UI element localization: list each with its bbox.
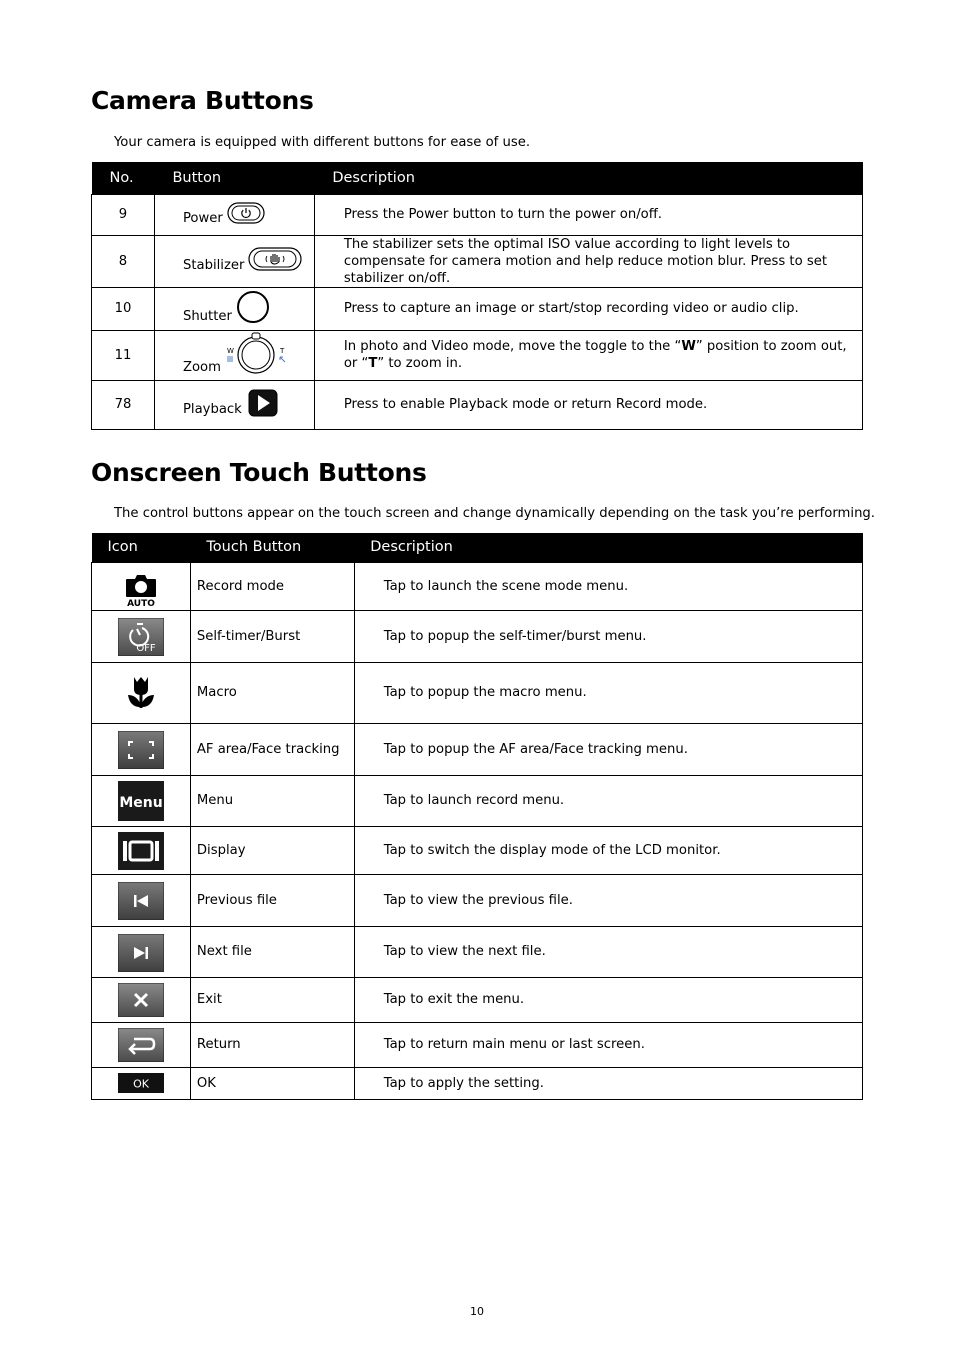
button-description: Press to capture an image or start/stop recording video or audio clip. — [314, 287, 862, 330]
table-header-row — [92, 162, 863, 194]
button-cell — [154, 235, 314, 287]
button-name: Shutter — [182, 308, 232, 324]
button-description: The stabilizer sets the optimal ISO value according to light levels to compensate for camera motion and help reduce motion blur. Press to set stabilizer on/off. — [314, 235, 862, 287]
touch-buttons-title: Onscreen Touch Buttons — [91, 458, 427, 487]
camera-buttons-table — [91, 162, 863, 430]
table-row — [92, 610, 863, 662]
touch-button-description: Tap to apply the setting. — [354, 1067, 862, 1099]
power-button-icon — [227, 202, 265, 228]
svg-text:OK: OK — [133, 1077, 149, 1091]
touch-button-description: Tap to launch record menu. — [354, 775, 862, 826]
svg-text:OFF: OFF — [136, 643, 156, 654]
exit-icon — [118, 983, 164, 1017]
table-row — [92, 874, 863, 926]
touch-button-name: Exit — [190, 977, 354, 1022]
button-cell — [154, 287, 314, 330]
shutter-button-icon — [236, 290, 270, 328]
touch-button-description: Tap to return main menu or last screen. — [354, 1022, 862, 1067]
table-row — [92, 1022, 863, 1067]
page-number: 10 — [470, 1305, 484, 1318]
row-number: 8 — [92, 235, 155, 287]
table-row — [92, 287, 863, 330]
svg-text:T: T — [279, 347, 285, 355]
touch-button-description: Tap to launch the scene mode menu. — [354, 562, 862, 610]
table-header-row — [92, 533, 863, 562]
touch-buttons-intro: The control buttons appear on the touch screen and change dynamically depending on the task you’re performing. — [114, 506, 875, 521]
svg-text:W: W — [226, 347, 234, 355]
button-description: Press to enable Playback mode or return Record mode. — [314, 380, 862, 429]
table-row — [92, 826, 863, 874]
row-number: 9 — [92, 194, 155, 235]
column-header-description: Description — [314, 162, 862, 194]
stabilizer-button-icon — [248, 247, 302, 275]
table-row — [92, 977, 863, 1022]
column-header-button: Button — [154, 162, 314, 194]
camera-buttons-intro: Your camera is equipped with different buttons for ease of use. — [114, 135, 531, 150]
menu-icon — [118, 781, 164, 821]
column-header-no: No. — [92, 162, 155, 194]
touch-button-description: Tap to view the next file. — [354, 926, 862, 977]
touch-button-name: Macro — [190, 662, 354, 723]
return-icon — [118, 1028, 164, 1062]
camera-buttons-title: Camera Buttons — [91, 86, 314, 115]
touch-button-description: Tap to switch the display mode of the LCD monitor. — [354, 826, 862, 874]
button-description: Press the Power button to turn the power on/off. — [314, 194, 862, 235]
button-cell — [154, 330, 314, 380]
touch-button-name: Display — [190, 826, 354, 874]
touch-button-name: Next file — [190, 926, 354, 977]
row-number: 10 — [92, 287, 155, 330]
touch-button-name: Previous file — [190, 874, 354, 926]
touch-button-name: Self-timer/Burst — [190, 610, 354, 662]
touch-button-description: Tap to exit the menu. — [354, 977, 862, 1022]
column-header-icon: Icon — [92, 533, 191, 562]
button-cell — [154, 194, 314, 235]
display-icon — [118, 832, 164, 868]
table-row — [92, 662, 863, 723]
macro-flower-icon — [118, 673, 164, 713]
touch-button-description: Tap to popup the self-timer/burst menu. — [354, 610, 862, 662]
touch-button-name: Menu — [190, 775, 354, 826]
touch-button-description: Tap to popup the AF area/Face tracking menu. — [354, 723, 862, 775]
column-header-description: Description — [354, 533, 862, 562]
zoom-toggle-icon — [225, 331, 287, 379]
touch-button-name: AF area/Face tracking — [190, 723, 354, 775]
touch-buttons-table — [91, 533, 863, 1100]
ok-icon — [118, 1073, 164, 1093]
playback-button-icon — [248, 389, 278, 421]
table-row — [92, 775, 863, 826]
button-cell — [154, 380, 314, 429]
button-name: Zoom — [182, 360, 221, 375]
button-description: In photo and Video mode, move the toggle to the “W” position to zoom out, or “T” to zoom in. — [314, 330, 862, 380]
table-row — [92, 380, 863, 429]
table-row — [92, 723, 863, 775]
table-row — [92, 194, 863, 235]
touch-button-name: OK — [190, 1067, 354, 1099]
table-row — [92, 1067, 863, 1099]
svg-text:AUTO: AUTO — [127, 599, 155, 608]
camera-auto-icon — [118, 568, 164, 608]
touch-button-description: Tap to popup the macro menu. — [354, 662, 862, 723]
af-area-icon — [118, 731, 164, 767]
button-name: Power — [182, 210, 223, 226]
column-header-touch-button: Touch Button — [190, 533, 354, 562]
button-name: Stabilizer — [182, 258, 245, 273]
touch-button-name: Record mode — [190, 562, 354, 610]
table-row — [92, 235, 863, 287]
touch-button-name: Return — [190, 1022, 354, 1067]
touch-button-description: Tap to view the previous file. — [354, 874, 862, 926]
table-row — [92, 330, 863, 380]
row-number: 11 — [92, 330, 155, 380]
next-file-icon — [118, 934, 164, 970]
row-number: 78 — [92, 380, 155, 429]
table-row — [92, 562, 863, 610]
button-name: Playback — [182, 401, 242, 417]
self-timer-off-icon — [118, 618, 164, 654]
table-row — [92, 926, 863, 977]
previous-file-icon — [118, 882, 164, 918]
svg-text:Menu: Menu — [119, 794, 163, 811]
